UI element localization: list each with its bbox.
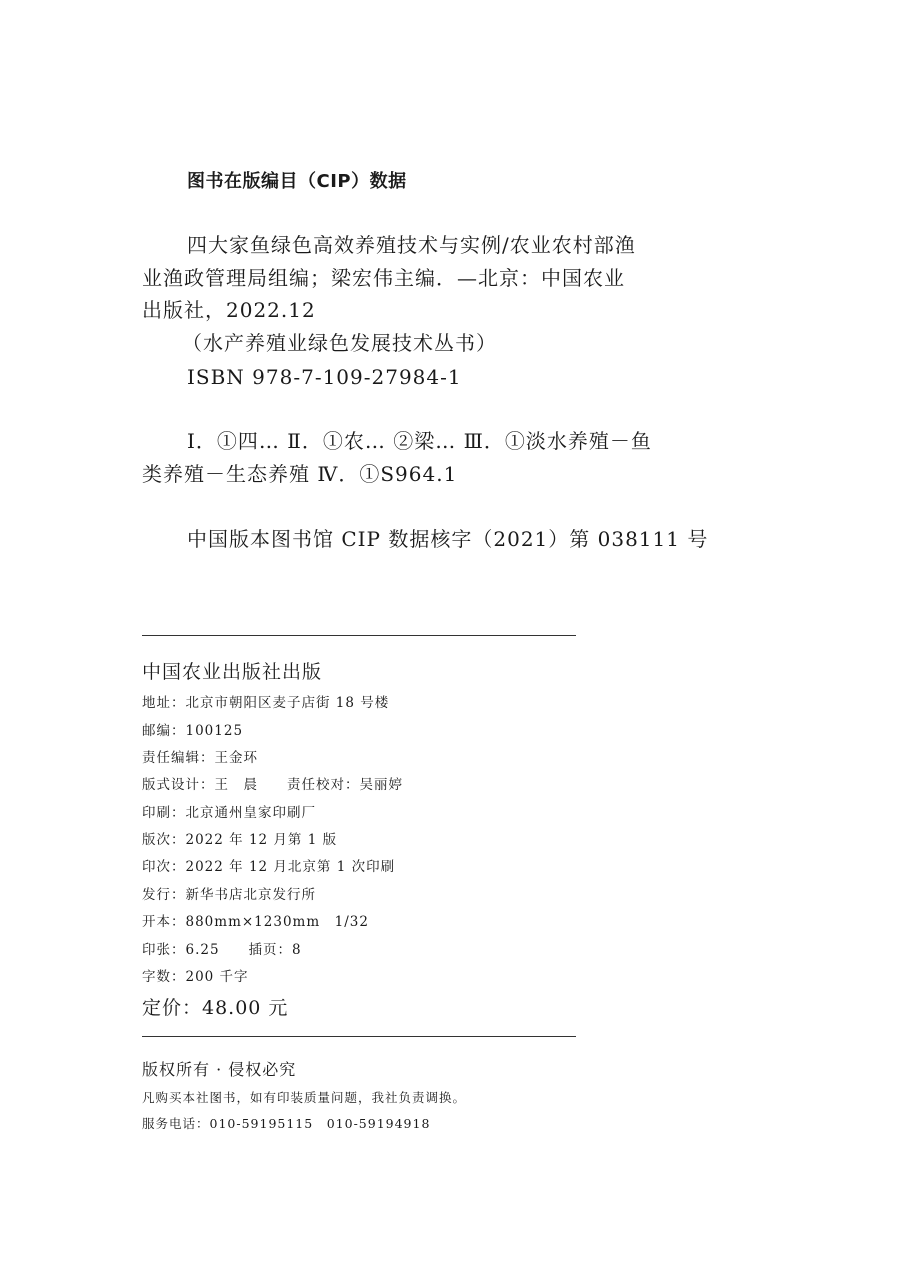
imprint-word-count: 字数：200 千字 (142, 969, 249, 985)
imprint-distributor: 发行：新华书店北京发行所 (142, 887, 316, 903)
imprint-edition: 版次：2022 年 12 月第 1 版 (142, 832, 338, 848)
cip-heading: 图书在版编目（CIP）数据 (187, 171, 407, 192)
cip-classification-line-2: 类养殖－生态养殖 Ⅳ．①S964.1 (142, 462, 458, 486)
imprint-design-proofreader: 版式设计：王 晨 责任校对：吴丽婷 (142, 777, 403, 793)
divider-bottom (142, 1036, 576, 1037)
imprint-sheets-plates: 印张：6.25 插页：8 (142, 942, 302, 958)
imprint-postcode: 邮编：100125 (142, 723, 244, 739)
price: 定价：48.00 元 (142, 997, 289, 1019)
imprint-printing: 印次：2022 年 12 月北京第 1 次印刷 (142, 859, 396, 875)
imprint-format: 开本：880mm×1230mm 1/32 (142, 914, 369, 930)
cip-title-line-2: 业渔政管理局组编；梁宏伟主编．—北京：中国农业 (142, 266, 625, 290)
cip-series: （水产养殖业绿色发展技术丛书） (182, 331, 497, 355)
copyright-notice: 版权所有 · 侵权必究 (142, 1060, 297, 1079)
cip-isbn: ISBN 978-7-109-27984-1 (187, 365, 462, 389)
publisher-name: 中国农业出版社出版 (142, 661, 323, 683)
service-phone: 服务电话：010-59195115 010-59194918 (142, 1116, 431, 1131)
cip-title-line-1: 四大家鱼绿色高效养殖技术与实例/农业农村部渔 (187, 233, 636, 257)
cip-record-number: 中国版本图书馆 CIP 数据核字（2021）第 038111 号 (187, 527, 709, 551)
cip-classification-line-1: Ⅰ．①四… Ⅱ．①农… ②梁… Ⅲ．①淡水养殖－鱼 (187, 429, 652, 453)
divider-top (142, 635, 576, 636)
replacement-notice: 凡购买本社图书，如有印装质量问题，我社负责调换。 (142, 1090, 467, 1105)
imprint-printer: 印刷：北京通州皇家印刷厂 (142, 805, 316, 821)
cip-title-line-3: 出版社，2022.12 (142, 298, 316, 322)
imprint-editor: 责任编辑：王金环 (142, 750, 258, 766)
imprint-address: 地址：北京市朝阳区麦子店街 18 号楼 (142, 695, 390, 711)
